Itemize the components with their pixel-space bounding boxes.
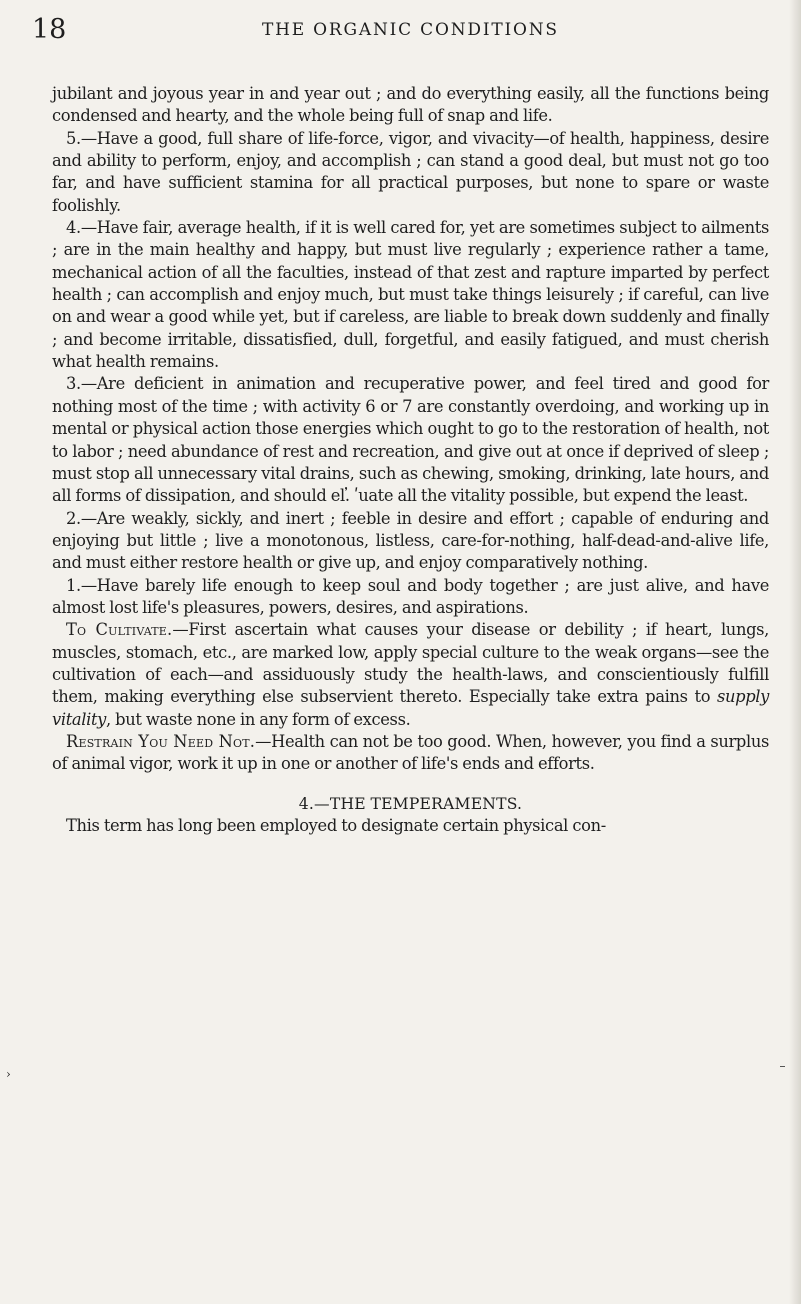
page-number: 18 [32, 14, 67, 45]
paragraph-restrain [52, 731, 769, 776]
restrain-text: —Health can not be too good. When, however, you find a surplus of animal vigor, work it up in one or another of life's ends and efforts. [52, 731, 770, 774]
cultivate-text-b: , but waste none in any form of excess. [106, 709, 411, 729]
cultivate-text-a: —First ascertain what causes your disease or debility ; if heart, lungs, muscles, stomach, etc., are marked low, apply special culture to the weak organs—see the cultivation of each—and assiduously study the health-laws, and conscientiously fulfill them, making everything else subservient thereto. Especially take extra pains to [52, 620, 769, 707]
paragraph-final: This term has long been employed to designate certain physical con- [66, 816, 606, 835]
paragraph-cultivate [52, 619, 769, 731]
paragraph-2: 2.—Are weakly, sickly, and inert ; feeble in desire and effort ; capable of enduring and enjoying but little ; live a monotonous, listless, care-for-nothing, half-dead-and-alive life, and must either restore health or give up, and enjoy comparatively nothing. [52, 508, 769, 573]
paragraph-intro: jubilant and joyous year in and year out ; and do everything easily, all the functions being condensed and hearty, and the whole being full of snap and life. [52, 84, 769, 126]
paragraph-4: 4.—Have fair, average health, if it is well cared for, yet are sometimes subject to ailments ; are in the main healthy and happy, but must live regularly ; experience rather a tame, mechanical action of all the faculties, instead of that zest and rapture imparted by perfect health ; can accomplish and enjoy much, but must take things leisurely ; if careful, can live on and wear a good while yet, but if careless, are liable to break down suddenly and finally ; and become irritable, dissatisfied, dull, forgetful, and easily fatigued, and must cherish what health remains. [52, 218, 769, 372]
paragraph-3: 3.—Are deficient in animation and recuperative power, and feel tired and good for nothing most of the time ; with activity 6 or 7 are constantly overdoing, and working up in mental or physical action those energies which ought to go to the restoration of health, not to labor ; need abundance of rest and recreation, and give out at once if deprived of sleep ; must stop all unnecessary vital drains, such as chewing, smoking, drinking, late hours, and all forms of dissipation, and should el.̓ ʹuate all the vitality possible, but expend the least. [52, 374, 769, 506]
cultivate-italic: supply vitality [52, 687, 769, 729]
restrain-label: Restrain You Need Not. [66, 731, 256, 751]
body-text [52, 83, 769, 837]
section-heading: 4.—THE TEMPERAMENTS. [298, 794, 523, 813]
cultivate-label: To Cultivate. [66, 620, 173, 640]
running-head: THE ORGANIC CONDITIONS [262, 20, 559, 40]
paragraph-5: 5.—Have a good, full share of life-force, vigor, and vivacity—of health, happiness, desire and ability to perform, enjoy, and accomplish ; can stand a good deal, but must not go too far, and have sufficient stamina for all practical purposes, but none to spare or waste foolishly. [52, 128, 769, 215]
page-edge [789, 0, 801, 1304]
margin-tick [780, 1066, 785, 1067]
margin-mark: › [6, 1067, 11, 1081]
paragraph-1: 1.—Have barely life enough to keep soul and body together ; are just alive, and have almost lost life's pleasures, powers, desires, and aspirations. [52, 575, 769, 617]
section-gap [52, 776, 769, 793]
